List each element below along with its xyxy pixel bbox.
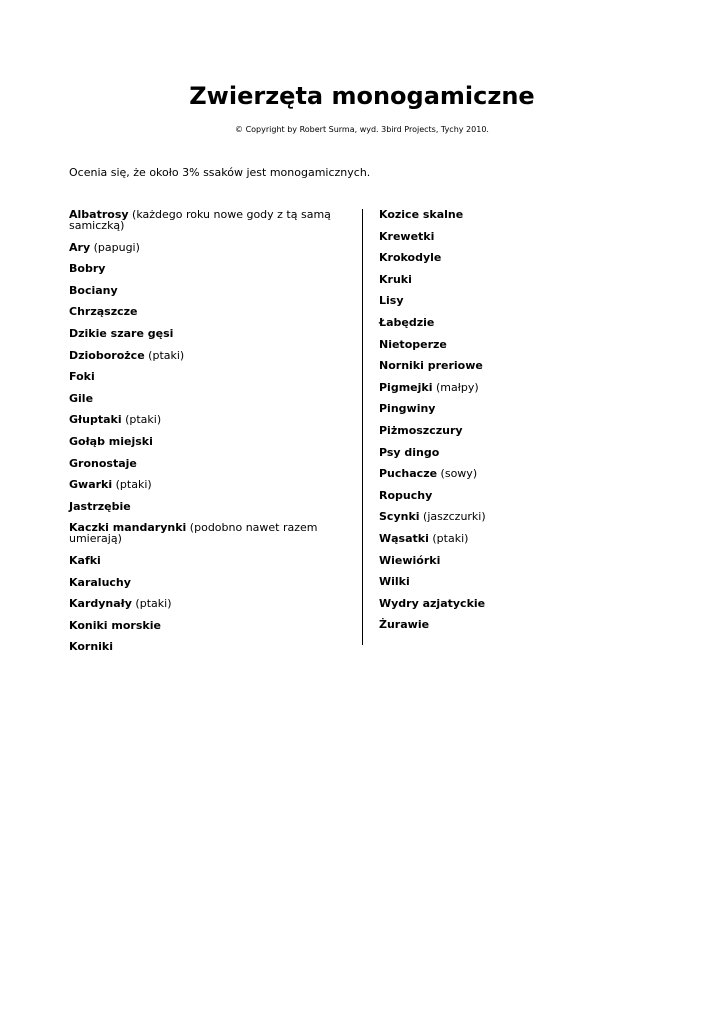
animal-name: Krokodyle	[379, 251, 442, 265]
animal-note: (każdego roku nowe gody z tą samą samiczką)	[69, 208, 331, 232]
list-item	[379, 403, 639, 414]
animal-name: Norniki preriowe	[379, 359, 483, 373]
list-item	[69, 458, 349, 469]
animal-name: Chrząszcze	[69, 305, 138, 319]
animal-note: (papugi)	[90, 240, 140, 254]
animal-name: Kafki	[69, 553, 101, 567]
list-item	[69, 371, 349, 382]
animal-name: Jastrzębie	[69, 499, 131, 513]
copyright-line: © Copyright by Robert Surma, wyd. 3bird Projects, Tychy 2010.	[235, 125, 489, 134]
list-item	[69, 555, 349, 566]
animal-list-right	[379, 209, 639, 641]
animal-name: Ropuchy	[379, 488, 433, 502]
animal-name: Kaczki mandarynki	[69, 521, 187, 535]
list-item	[379, 274, 639, 285]
animal-name: Albatrosy	[69, 208, 129, 221]
animal-name: Koniki morskie	[69, 618, 161, 632]
list-item	[379, 533, 639, 544]
list-item	[69, 620, 349, 631]
list-item	[379, 382, 639, 393]
list-item	[69, 522, 349, 544]
animal-name: Gołąb miejski	[69, 434, 153, 448]
animal-name: Foki	[69, 370, 95, 384]
animal-name: Głuptaki	[69, 413, 122, 427]
animal-list-left	[69, 209, 349, 663]
list-item	[379, 209, 639, 220]
animal-note: (ptaki)	[144, 348, 185, 362]
animal-name: Żurawie	[379, 618, 430, 632]
animal-name: Wilki	[379, 575, 410, 589]
animal-name: Kozice skalne	[379, 208, 464, 221]
list-item	[379, 295, 639, 306]
list-item	[69, 479, 349, 490]
animal-name: Gwarki	[69, 478, 113, 492]
animal-name: Pingwiny	[379, 402, 436, 416]
animal-note: (ptaki)	[112, 478, 152, 492]
animal-name: Wiewiórki	[379, 553, 441, 567]
animal-name: Wydry azjatyckie	[379, 596, 486, 610]
animal-name: Karaluchy	[69, 575, 131, 589]
animal-name: Bobry	[69, 262, 106, 276]
animal-note: (sowy)	[437, 467, 478, 481]
animal-note: (jaszczurki)	[419, 510, 486, 524]
list-item	[379, 360, 639, 371]
list-item	[379, 576, 639, 587]
animal-name: Korniki	[69, 640, 113, 654]
animal-name: Lisy	[379, 294, 404, 308]
list-item	[69, 577, 349, 588]
list-item	[69, 350, 349, 361]
animal-name: Wąsatki	[379, 531, 429, 545]
animal-name: Dzikie szare gęsi	[69, 326, 174, 340]
list-item	[69, 641, 349, 652]
list-item	[379, 555, 639, 566]
animal-note: (ptaki)	[131, 597, 172, 611]
animal-name: Nietoperze	[379, 337, 447, 351]
list-item	[69, 393, 349, 404]
animal-name: Piżmoszczury	[379, 423, 463, 437]
animal-note: (podobno nawet razem umierają)	[69, 521, 318, 546]
animal-name: Ary	[69, 240, 91, 254]
list-item	[69, 328, 349, 339]
animal-note: (małpy)	[432, 380, 479, 394]
animal-name: Kardynały	[69, 597, 132, 611]
list-item	[69, 414, 349, 425]
list-item	[379, 231, 639, 242]
list-item	[379, 598, 639, 609]
list-item	[379, 317, 639, 328]
animal-name: Dzioborożce	[69, 348, 145, 362]
list-item	[379, 619, 639, 630]
list-item	[69, 285, 349, 296]
animal-name: Bociany	[69, 283, 118, 297]
list-item	[69, 306, 349, 317]
list-item	[379, 490, 639, 501]
list-item	[69, 242, 349, 253]
page-title: Zwierzęta monogamiczne	[189, 82, 535, 110]
list-item	[379, 339, 639, 350]
list-item	[69, 209, 349, 231]
list-item	[69, 501, 349, 512]
animal-name: Puchacze	[379, 467, 438, 481]
list-item	[379, 468, 639, 479]
animal-name: Gronostaje	[69, 456, 137, 470]
intro-text: Ocenia się, że około 3% ssaków jest monogamicznych.	[69, 166, 371, 179]
animal-name: Pigmejki	[379, 380, 433, 394]
animal-name: Krewetki	[379, 229, 435, 243]
list-item	[379, 252, 639, 263]
column-divider	[362, 209, 363, 645]
animal-name: Łabędzie	[379, 315, 435, 329]
list-item	[69, 598, 349, 609]
animal-name: Scynki	[379, 510, 420, 524]
animal-note: (ptaki)	[121, 413, 162, 427]
animal-name: Kruki	[379, 272, 412, 286]
animal-name: Psy dingo	[379, 445, 440, 459]
list-item	[379, 425, 639, 436]
list-item	[379, 511, 639, 522]
list-item	[379, 447, 639, 458]
animal-note: (ptaki)	[428, 531, 469, 545]
list-item	[69, 436, 349, 447]
list-item	[69, 263, 349, 274]
animal-name: Gile	[69, 391, 94, 405]
